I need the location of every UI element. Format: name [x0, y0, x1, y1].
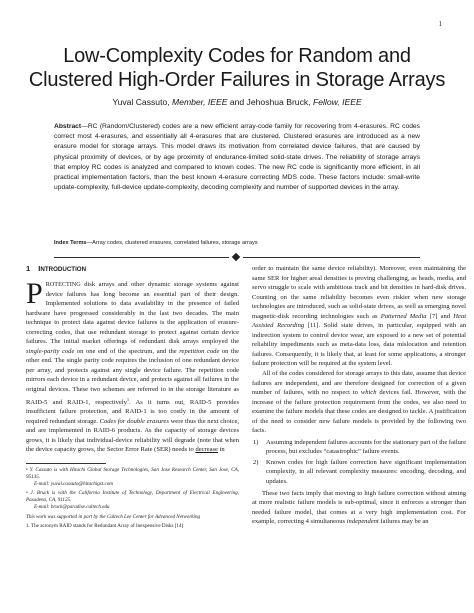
- right-paragraph-3: These two facts imply that moving to high failure correction without aiming at more realistic failure models is sub-optimal, since it enforces a stronger than needed failure model, that comes at a very high implementation cost. For example, correcting 4 simultaneous independent failures may be an: [252, 489, 466, 526]
- list-item: 1) Assuming independent failures accounts for the stationary part of the failure process, but excludes “catastrophic” failure events.: [253, 438, 466, 456]
- separator-rule-right: [243, 257, 420, 258]
- footnote-marker: 1: [126, 396, 130, 402]
- right-column: [252, 264, 466, 527]
- section-title-first: I: [38, 264, 41, 273]
- index-terms-text: —Array codes, clustered erasures, correlated failures, storage arrays: [86, 240, 258, 246]
- author-1-affiliation: Member, IEEE: [172, 97, 228, 107]
- section-number: 1: [26, 264, 31, 273]
- section-title-rest: NTRODUCTION: [40, 266, 87, 273]
- author-2-affiliation: Fellow, IEEE: [312, 97, 362, 107]
- abstract: [54, 122, 420, 193]
- dropcap: P: [26, 277, 43, 310]
- footnote-affiliation-1: • Y. Cassuto is with Hitachi Global Storage Technologies, San Jose Research Center, San Jose, CA, 95135. E-mail: yuval.cassuto@hitachigst.com: [26, 467, 239, 488]
- paper-title: [20, 44, 454, 92]
- index-terms-label: Index Terms: [54, 240, 87, 246]
- footnote-raid: 1. The acronym RAID stands for Redundant Array of Inexpensive Disks [14]: [26, 522, 184, 529]
- footnote-rule: [26, 463, 106, 464]
- index-terms: [54, 240, 420, 246]
- right-paragraph-1: order to maintain the same device reliability). Moreover, even maintaining the same SER for higher areal densities is proving challenging, as heads, media, and servo struggle to scale with ambitious track and bit densities in hard-disk drives. Counting on the same reliability becomes even riskier when new storage technologies are introduced, such as solid-state drives, as well as emerging novel magnetic-disk recording technologies such as Patterned Media [7] and Heat Assisted Recording [11]. Solid state drives, in particular, equipped with an indirection system to control device wear, are exposed to a new set of potential reliability impediments such as meta-data loss, data mislocation and retention failures. Consequently, it is likely that, at least for some applications, a stronger failure protection will be required at the system level.: [252, 265, 467, 368]
- title-line-2: Clustered High-Order Failures in Storage Arrays: [28, 69, 446, 91]
- section-heading: [26, 264, 239, 273]
- footnote-affiliation-2: • J. Bruck is with the California Institute of Technology, Department of Electrical Engineering, Pasadena, CA, 91125. E-mail: bruck@paradise.caltech.edu: [26, 490, 239, 511]
- separator-rule-left: [54, 257, 229, 258]
- author-line: [20, 97, 454, 107]
- right-paragraph-2: All of the codes considered for storage arrays to this date, assume that device failures are independent, and are therefore designed for correction of a given number of failures, with no respect to which devices fail. However, with the increase of the failure protection requirement from the codes, we also need to examine the failure models that these codes are designed to tackle. A justification of the need to consider new failure models is provided by the following two facts.: [252, 370, 466, 435]
- intro-paragraph-1: PROTECTING disk arrays and other dynamic storage systems against device failures has long become an essential part of their design. Implemented solutions to data availability in the presence of failed hardware have progressed considerably in the last two decades. The main technique to protect data against device failures is the application of erasure-correcting codes, that use redundant storage to protect against certain device failures. The initial market offerings of redundant disk arrays employed the single-parity code on one end of the spectrum, and the repetition code on the other end. The single parity code requires the inclusion of one redundant device per array, and protects against any single device failure. The repetition code mirrors each device in a redundant device, and protects against all failures in the original devices. These two schemes are referred to in the storage literature as RAID-5 and RAID-1, respectively$^1$. As it turns out, RAID-5 provides insufficient failure protection, and RAID-1 is too costly in the amount of required redundant storage. Codes for double erasures were thus the next choice, and are implemented in RAID-6 products. As the capacity of storage devices grows, it is likely that individual-device reliability will degrade (note that when the device capacity grows, the Sector Error Rate (SER) needs to decrease in: [26, 277, 239, 454]
- first-word: ROTECTING: [45, 281, 81, 288]
- abstract-label: Abstract: [54, 123, 82, 130]
- footnotes: [26, 467, 239, 530]
- fact-list: [252, 438, 466, 487]
- left-column: [26, 264, 239, 532]
- list-item: 2) Known codes for high failure correction have significant implementation complexity, in all relevant complexity measures: encoding, decoding, and updates.: [253, 458, 466, 486]
- author-1: Yuval Cassuto,: [112, 97, 170, 107]
- abstract-text: —RC (Random/Clustered) codes are a new efficient array-code family for recovering from 4-erasures. RC codes correct most 4-erasures, and essentially all 4-erasures that are clustered. Clustered erasures are introduced as a new erasure model for storage arrays. This model draws its motivation from correlated device failures, that are caused by physical proximity of devices, or by age proximity of endurance-limited solid-state drives. The reliability of storage arrays that employ RC codes is analyzed and compared to known codes. The new RC code is significantly more efficient, in all practical implementation factors, than the best known 4-erasure correcting MDS code. These factors include: small-write update-complexity, full-device update-complexity, decoding complexity and number of supported devices in the array.: [54, 123, 420, 192]
- footnote-funding: This work was supported in part by the Caltech Lee Center for Advanced Networking: [26, 513, 201, 520]
- separator-diamond-icon: [232, 253, 240, 261]
- page-number: 1: [438, 20, 442, 28]
- author-2: and Jehoshua Bruck,: [229, 97, 311, 107]
- title-line-1: Low-Complexity Codes for Random and: [63, 45, 411, 67]
